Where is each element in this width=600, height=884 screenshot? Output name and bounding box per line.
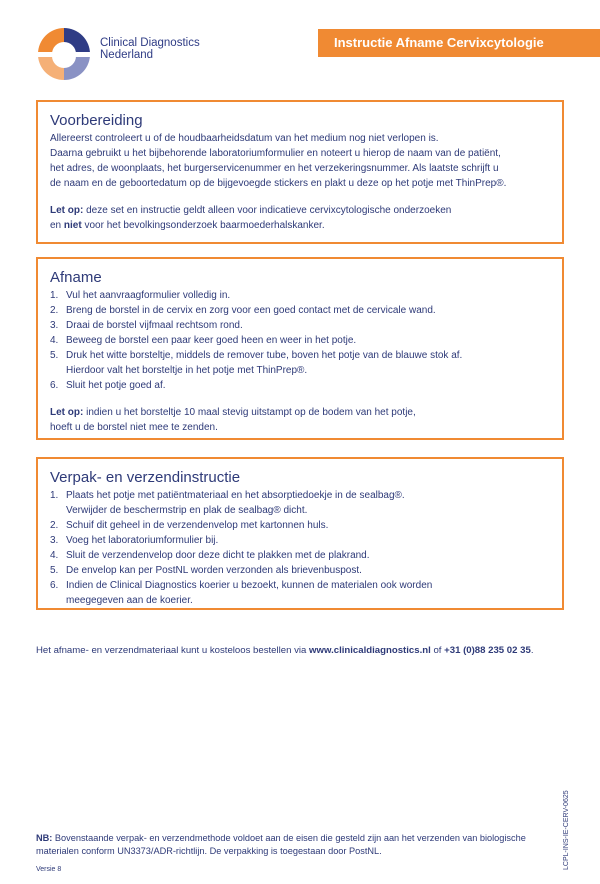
list-item <box>50 348 550 378</box>
step-number: 6. <box>50 580 59 591</box>
list-item <box>50 533 550 548</box>
verpak-section <box>36 457 564 610</box>
step-text: Sluit het potje goed af. <box>66 380 166 391</box>
voorbereiding-note <box>50 203 550 233</box>
note-text: en <box>50 220 64 231</box>
step-text: Sluit de verzendenvelop door deze dicht te plakken met de plakrand. <box>66 550 370 561</box>
afname-section <box>36 257 564 440</box>
voorbereiding-section <box>36 100 564 244</box>
step-text-line: meegegeven aan de koerier. <box>66 595 193 606</box>
afname-note <box>50 405 550 435</box>
step-number: 1. <box>50 290 59 301</box>
list-item <box>50 548 550 563</box>
order-text: Het afname- en verzendmateriaal kunt u kosteloos bestellen via <box>36 645 310 656</box>
website-link[interactable]: www.clinicaldiagnostics.nl <box>309 645 431 656</box>
step-number: 6. <box>50 380 59 391</box>
nb-text: Bovenstaande verpak- en verzendmethode voldoet aan de eisen die gesteld zijn aan het verzenden van biologische <box>54 833 526 843</box>
order-info <box>36 644 566 657</box>
step-number: 2. <box>50 305 59 316</box>
step-number: 3. <box>50 320 59 331</box>
step-text: De envelop kan per PostNL worden verzonden als brievenbuspost. <box>66 565 362 576</box>
step-number: 1. <box>50 490 59 501</box>
clinical-diagnostics-logo-icon <box>34 26 94 82</box>
version-label: Versie 8 <box>36 866 62 873</box>
order-text: . <box>530 645 534 656</box>
step-text-line: Druk het witte borsteltje, middels de remover tube, boven het potje van de blauwe stok af. <box>66 350 463 361</box>
step-text: Draai de borstel vijfmaal rechtsom rond. <box>66 320 243 331</box>
note-text: voor het bevolkingsonderzoek baarmoederhalskanker. <box>81 220 325 231</box>
step-number: 3. <box>50 535 59 546</box>
list-item <box>50 303 550 318</box>
afname-heading: Afname <box>50 269 102 286</box>
note-emphasis: niet <box>63 220 82 231</box>
list-item <box>50 378 550 393</box>
step-text-line: Hierdoor valt het borsteltje in het potje met ThinPrep®. <box>66 365 308 376</box>
step-number: 4. <box>50 335 59 346</box>
list-item <box>50 333 550 348</box>
list-item <box>50 318 550 333</box>
step-text: Beweeg de borstel een paar keer goed heen en weer in het potje. <box>66 335 357 346</box>
list-item <box>50 288 550 303</box>
note-text: hoeft u de borstel niet mee te zenden. <box>50 422 218 433</box>
list-item <box>50 563 550 578</box>
document-code: LCPL-INS-IE-CERV-0625 <box>563 790 570 870</box>
note-text: deze set en instructie geldt alleen voor indicatieve cervixcytologische onderzoeken <box>86 205 452 216</box>
verpak-steps <box>50 488 550 608</box>
step-text-line: Verwijder de beschermstrip en plak de sealbag® dicht. <box>66 505 308 516</box>
note-label: Let op: <box>50 407 84 418</box>
step-number: 5. <box>50 565 59 576</box>
nb-label: NB: <box>36 833 53 843</box>
note-label: Let op: <box>50 205 84 216</box>
step-number: 2. <box>50 520 59 531</box>
order-text: of <box>430 645 445 656</box>
voorbereiding-line: het adres, de woonplaats, het burgerservicenummer en het verzekeringsnummer. Als laatste schrijft u <box>50 163 499 174</box>
voorbereiding-line: de naam en de geboortedatum op de bijgevoegde stickers en plakt u deze op het potje met ThinPrep®. <box>50 178 507 189</box>
list-item <box>50 518 550 533</box>
step-number: 5. <box>50 350 59 361</box>
step-text: Schuif dit geheel in de verzendenvelop met kartonnen huls. <box>66 520 329 531</box>
step-text: Vul het aanvraagformulier volledig in. <box>66 290 231 301</box>
nb-text: materialen conform UN3373/ADR-richtlijn. De verpakking is toegestaan door PostNL. <box>36 846 382 856</box>
step-text-line: Plaats het potje met patiëntmateriaal en het absorptiedoekje in de sealbag®. <box>66 490 405 501</box>
brand-line2: Nederland <box>100 49 154 61</box>
step-text <box>66 348 550 378</box>
step-number: 4. <box>50 550 59 561</box>
afname-steps <box>50 288 550 393</box>
nb-note <box>36 832 556 858</box>
list-item <box>50 578 550 608</box>
step-text <box>66 578 550 608</box>
phone-number[interactable]: +31 (0)88 235 02 35 <box>444 645 531 656</box>
step-text: Breng de borstel in de cervix en zorg voor een goed contact met de cervicale wand. <box>66 305 436 316</box>
brand-line1: Clinical Diagnostics <box>100 37 200 49</box>
list-item <box>50 488 550 518</box>
step-text: Voeg het laboratoriumformulier bij. <box>66 535 219 546</box>
voorbereiding-line: Allereerst controleert u of de houdbaarheidsdatum van het medium nog niet verlopen is. <box>50 133 439 144</box>
document-title: Instructie Afname Cervixcytologie <box>318 29 600 57</box>
voorbereiding-line: Daarna gebruikt u het bijbehorende laboratoriumformulier en noteert u hierop de naam van de patiënt, <box>50 148 501 159</box>
note-text: indien u het borsteltje 10 maal stevig uitstampt op de bodem van het potje, <box>86 407 416 418</box>
brand-name <box>100 37 200 61</box>
step-text <box>66 488 550 518</box>
verpak-heading: Verpak- en verzendinstructie <box>50 469 241 486</box>
voorbereiding-heading: Voorbereiding <box>50 112 143 129</box>
step-text-line: Indien de Clinical Diagnostics koerier u bezoekt, kunnen de materialen ook worden <box>66 580 433 591</box>
